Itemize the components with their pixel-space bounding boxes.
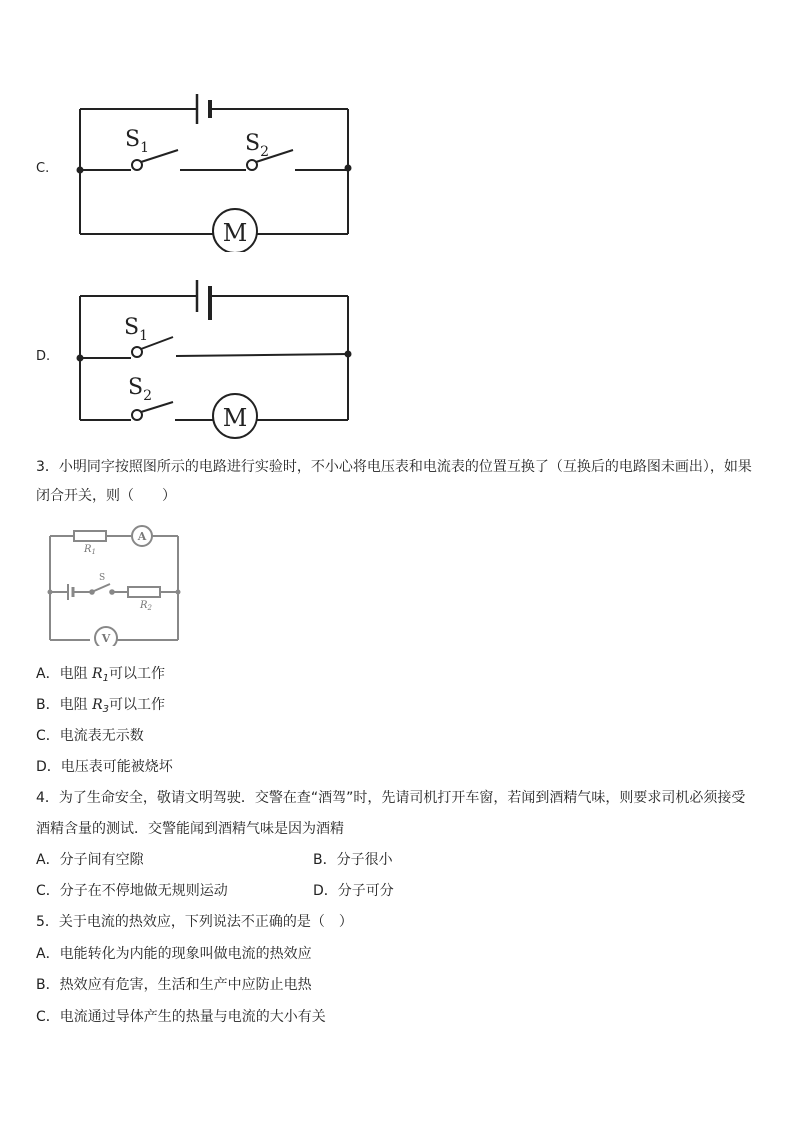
q3-stem-line1: 3．小明同字按照图所示的电路进行实验时，不小心将电压表和电流表的位置互换了（互换后的电路图未画出），如果 <box>36 459 752 475</box>
q3-stem-line2: 闭合开关，则（ ） <box>36 488 176 504</box>
motor-label: M <box>222 404 248 432</box>
q4-stem-line2: 酒精含量的测试．交警能闻到酒精气味是因为酒精 <box>36 821 344 837</box>
q4-stem-line1: 4．为了生命安全，敬请文明驾驶．交警在查“酒驾”时，先请司机打开车窗，若闻到酒精气味，则要求司机必须接受 <box>36 790 746 806</box>
switch-s1-label: $S_1$ <box>124 315 148 344</box>
q5-stem: 5．关于电流的热效应，下列说法不正确的是（ ） <box>36 914 353 930</box>
switch-s2-label: $S_2$ <box>128 375 152 404</box>
r2-label: $R_2$ <box>140 600 152 612</box>
circuit-diagram-d <box>70 274 360 440</box>
q3-option-b: B．电阻 $R_3$可以工作 <box>36 697 165 715</box>
motor-label: M <box>222 219 248 247</box>
q5-option-b: B．热效应有危害，生活和生产中应防止电热 <box>36 977 312 993</box>
q5-option-c: C．电流通过导体产生的热量与电流的大小有关 <box>36 1009 326 1025</box>
q4-option-c: C．分子在不停地做无规则运动 <box>36 883 228 899</box>
q3-option-a: A．电阻 $R_1$可以工作 <box>36 666 165 684</box>
voltmeter-label: V <box>101 632 111 645</box>
q3-circuit-figure <box>44 522 184 646</box>
switch-s2-label: $S_2$ <box>245 131 269 160</box>
r1-label: $R_1$ <box>84 544 96 556</box>
q4-option-b: B．分子很小 <box>313 852 393 868</box>
ammeter-label: A <box>137 530 147 543</box>
q3-option-c: C．电流表无示数 <box>36 728 144 744</box>
q4-option-d: D．分子可分 <box>313 883 394 899</box>
option-c-label: C. <box>36 161 50 176</box>
q3-option-d: D．电压表可能被烧坏 <box>36 759 173 775</box>
switch-s-label: S <box>99 573 106 583</box>
circuit-diagram-c <box>70 86 360 252</box>
switch-s1-label: $S_1$ <box>125 127 149 156</box>
option-d-label: D. <box>36 349 51 364</box>
q4-option-a: A．分子间有空隙 <box>36 852 144 868</box>
q5-option-a: A．电能转化为内能的现象叫做电流的热效应 <box>36 946 312 962</box>
